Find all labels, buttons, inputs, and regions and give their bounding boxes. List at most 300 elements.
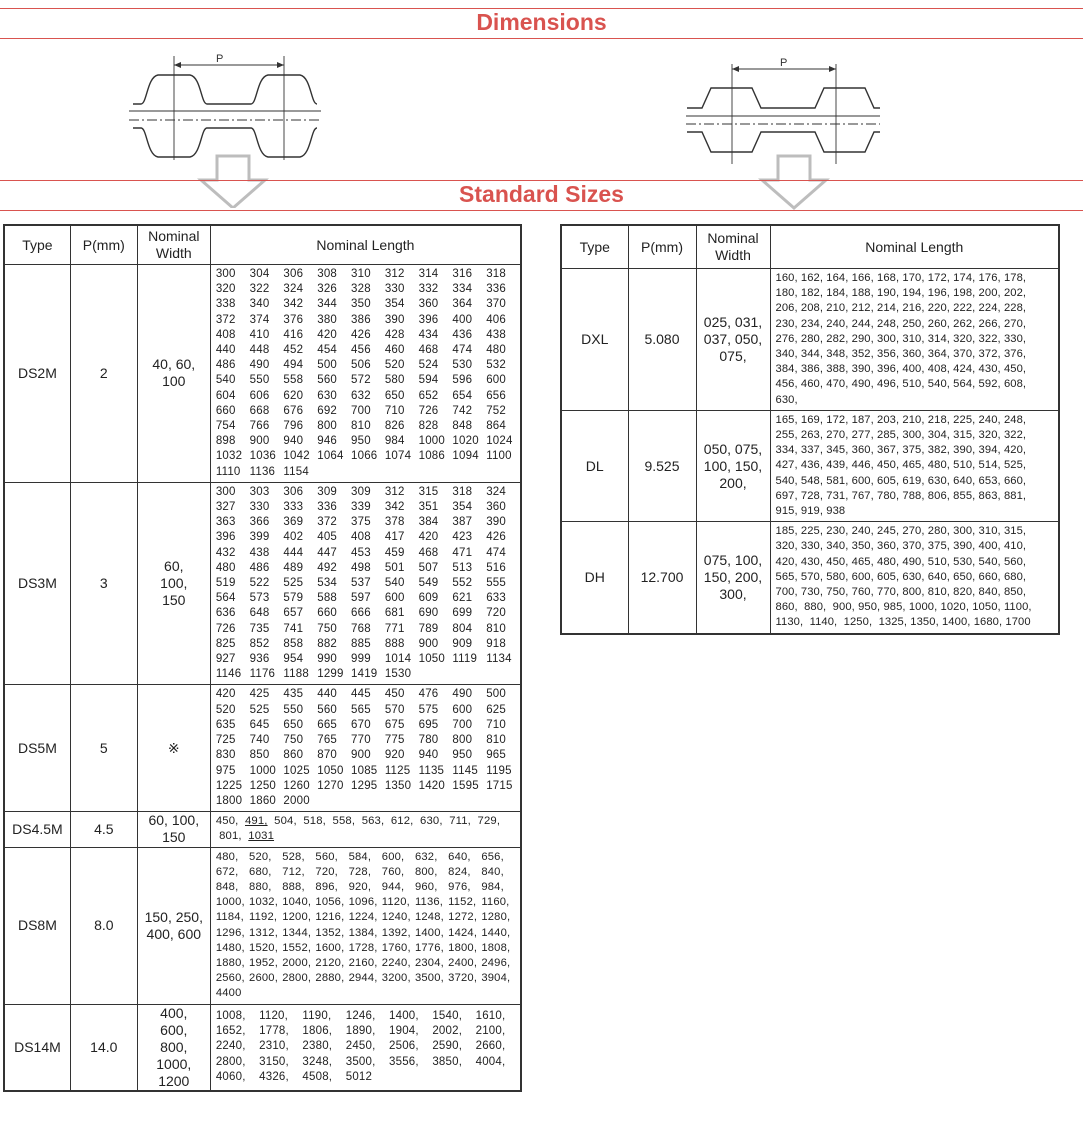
length-value: 426 bbox=[351, 328, 371, 341]
length-value: 1350 bbox=[384, 779, 412, 792]
length-value: 1074 bbox=[384, 450, 412, 463]
length-value: 524 bbox=[418, 359, 439, 372]
pitch-cell: 12.700 bbox=[628, 522, 696, 634]
length-value: 350 bbox=[351, 298, 371, 311]
length-value: 1050 bbox=[317, 764, 344, 777]
length-value: 336 bbox=[486, 283, 506, 296]
pitch-cell: 2 bbox=[70, 265, 137, 483]
length-value: 1312, bbox=[249, 926, 279, 939]
length-value: 789 bbox=[418, 622, 439, 635]
length-line: 565, 570, 580, 600, 605, 630, 640, 650, 660, 680, bbox=[775, 570, 1027, 583]
length-value: 1400, bbox=[414, 926, 444, 939]
length-value: 490 bbox=[452, 688, 473, 701]
length-value: 560, bbox=[315, 850, 338, 863]
nominal-width-header: Nominal Width bbox=[696, 225, 770, 269]
length-value: 700 bbox=[452, 718, 473, 731]
length-value: 2450, bbox=[345, 1040, 376, 1053]
length-line: 915, 919, 938 bbox=[775, 505, 846, 518]
length-value: 372 bbox=[317, 516, 338, 529]
length-value: 480 bbox=[486, 344, 506, 357]
length-value: 728, bbox=[348, 865, 372, 878]
length-value: 690 bbox=[418, 607, 439, 620]
length-value: 1190, bbox=[302, 1010, 332, 1023]
length-value: 801, bbox=[219, 830, 242, 843]
length-value: 2240, bbox=[381, 956, 411, 969]
length-grid bbox=[216, 485, 520, 683]
length-value: 328 bbox=[351, 283, 371, 296]
length-value: 750 bbox=[317, 622, 338, 635]
length-value: 2880, bbox=[315, 972, 345, 985]
length-value: 1136, bbox=[414, 896, 444, 909]
length-value: 675 bbox=[384, 718, 405, 731]
type-cell: DS5M bbox=[4, 685, 70, 812]
length-value: 1085 bbox=[351, 764, 378, 777]
length-value: 572 bbox=[351, 374, 371, 387]
width-value: 1200 bbox=[158, 1072, 190, 1089]
nominal-width-cell bbox=[137, 847, 210, 1004]
length-line: 180, 182, 184, 188, 190, 194, 196, 198, 200, 202, bbox=[775, 287, 1027, 300]
length-value: 480 bbox=[215, 561, 236, 574]
length-value: 726 bbox=[215, 622, 236, 635]
length-value: 2100, bbox=[475, 1025, 506, 1038]
length-value: 1800, bbox=[448, 941, 478, 954]
length-list bbox=[216, 814, 520, 844]
length-value: 436 bbox=[452, 328, 473, 341]
width-value: 200, bbox=[719, 474, 747, 491]
length-value: 630, bbox=[420, 815, 443, 828]
length-value: 621 bbox=[452, 592, 473, 605]
length-value: 742 bbox=[452, 404, 473, 417]
length-value: 489 bbox=[283, 561, 304, 574]
length-value: 606 bbox=[249, 389, 270, 402]
length-value: 384 bbox=[418, 516, 439, 529]
nominal-width-cell bbox=[137, 482, 210, 685]
length-value: 1135 bbox=[418, 764, 445, 777]
length-value: 440 bbox=[215, 344, 236, 357]
length-value: 652 bbox=[418, 389, 439, 402]
length-value: 668 bbox=[249, 404, 270, 417]
length-value: 612, bbox=[390, 815, 414, 828]
length-value: 597 bbox=[351, 592, 371, 605]
length-value: 1200, bbox=[282, 911, 312, 924]
length-value: 1420 bbox=[418, 779, 445, 792]
table-row bbox=[561, 269, 1059, 411]
length-value: 474 bbox=[452, 344, 473, 357]
length-value: 2380, bbox=[302, 1040, 333, 1053]
length-value: 1120, bbox=[381, 896, 410, 909]
length-value: 3720, bbox=[448, 972, 478, 985]
length-value: 474 bbox=[486, 546, 506, 559]
length-value: 858 bbox=[283, 637, 304, 650]
length-value: 965 bbox=[486, 749, 506, 762]
length-value: 2160, bbox=[348, 956, 378, 969]
length-value: 632 bbox=[351, 389, 371, 402]
width-value: 075, bbox=[719, 347, 747, 364]
length-value: 354 bbox=[384, 298, 405, 311]
length-value: 522 bbox=[249, 577, 270, 590]
length-value: 575 bbox=[418, 703, 439, 716]
length-value: 681 bbox=[384, 607, 405, 620]
length-line: 540, 548, 581, 600, 605, 619, 630, 640, 653, 660, bbox=[775, 474, 1027, 487]
length-value: 670 bbox=[351, 718, 371, 731]
length-value: 825 bbox=[215, 637, 236, 650]
length-value: 909 bbox=[452, 637, 473, 650]
width-value: 1000, bbox=[156, 1055, 192, 1072]
length-value: 570 bbox=[384, 703, 405, 716]
length-value: 490 bbox=[249, 359, 270, 372]
length-value: 632, bbox=[414, 850, 438, 863]
length-value: 564 bbox=[215, 592, 236, 605]
length-value: 405 bbox=[317, 531, 338, 544]
length-value: 766 bbox=[249, 420, 270, 433]
table-row bbox=[4, 482, 521, 685]
length-value: 2000 bbox=[283, 794, 310, 807]
dimensions-title: Dimensions bbox=[476, 9, 607, 35]
length-value: 378 bbox=[384, 516, 405, 529]
length-value: 850 bbox=[249, 749, 270, 762]
length-value: 549 bbox=[418, 577, 439, 590]
length-value: 520 bbox=[384, 359, 405, 372]
length-value: 333 bbox=[283, 501, 304, 514]
length-value: 306 bbox=[283, 268, 304, 280]
length-value: 954 bbox=[283, 653, 304, 666]
dimensions-divider bbox=[0, 38, 1083, 39]
pitch-cell: 9.525 bbox=[628, 410, 696, 521]
length-value: 1036 bbox=[249, 450, 277, 463]
length-value: 1400, bbox=[389, 1010, 419, 1023]
length-value: 950 bbox=[452, 749, 473, 762]
length-value: 506 bbox=[351, 359, 371, 372]
length-value: 695 bbox=[418, 718, 439, 731]
type-cell: DS14M bbox=[4, 1004, 70, 1091]
length-value: 830 bbox=[215, 749, 236, 762]
length-value: 1260 bbox=[283, 779, 310, 792]
length-value: 426 bbox=[486, 531, 506, 544]
width-value: 800, bbox=[160, 1038, 188, 1055]
length-value: 494 bbox=[283, 359, 304, 372]
length-value: 471 bbox=[452, 546, 473, 559]
length-line: 630, bbox=[775, 393, 798, 406]
length-value: 609 bbox=[418, 592, 439, 605]
length-value: 2310, bbox=[259, 1040, 289, 1053]
length-value: 338 bbox=[215, 298, 236, 311]
width-value: 037, 050, bbox=[703, 330, 763, 347]
length-value: 940 bbox=[283, 435, 304, 448]
length-value: 976, bbox=[448, 880, 471, 893]
length-value: 1195 bbox=[486, 764, 512, 777]
width-value: 100, 150, bbox=[703, 457, 763, 474]
length-value: 828 bbox=[418, 420, 439, 433]
length-value: 650 bbox=[384, 389, 405, 402]
length-value: 528, bbox=[282, 850, 305, 863]
length-value: 1125 bbox=[384, 764, 411, 777]
table-row bbox=[4, 1004, 521, 1091]
length-value: 336 bbox=[317, 501, 338, 514]
length-value: 860 bbox=[283, 749, 304, 762]
length-value: 984 bbox=[384, 435, 405, 448]
length-value: 1595 bbox=[452, 779, 479, 792]
length-value: 380 bbox=[317, 313, 338, 326]
pitch-cell: 5.080 bbox=[628, 269, 696, 411]
length-value: 771 bbox=[384, 622, 405, 635]
length-value: 645 bbox=[249, 718, 270, 731]
length-line: 206, 208, 210, 212, 214, 216, 220, 222, 224, 228, bbox=[775, 302, 1027, 315]
length-value: 309 bbox=[317, 485, 338, 498]
length-value: 2800, bbox=[215, 1055, 246, 1068]
length-value: 1890, bbox=[345, 1025, 376, 1038]
length-value: 1552, bbox=[282, 941, 312, 954]
length-value: 885 bbox=[351, 637, 371, 650]
length-value: 1014 bbox=[384, 653, 412, 666]
length-value: 672, bbox=[215, 865, 239, 878]
length-value: 386 bbox=[351, 313, 371, 326]
length-value: 303 bbox=[249, 485, 270, 498]
length-value: 888, bbox=[282, 880, 305, 893]
length-value: 1344, bbox=[282, 926, 312, 939]
length-value: 882 bbox=[317, 637, 338, 650]
length-value: 354 bbox=[452, 501, 473, 514]
nominal-length-cell bbox=[770, 522, 1059, 634]
length-value: 428 bbox=[384, 328, 405, 341]
length-value: 454 bbox=[317, 344, 338, 357]
length-value: 700 bbox=[351, 404, 371, 417]
length-value: 735 bbox=[249, 622, 270, 635]
type-cell: DS3M bbox=[4, 482, 70, 685]
length-value: 560 bbox=[317, 703, 338, 716]
length-value: 765 bbox=[317, 734, 338, 747]
length-value: 375 bbox=[351, 516, 371, 529]
length-value: 360 bbox=[486, 501, 506, 514]
length-value: 656, bbox=[481, 850, 504, 863]
type-cell: DXL bbox=[561, 269, 628, 411]
length-value: 898 bbox=[215, 435, 236, 448]
length-value: 3500, bbox=[345, 1055, 376, 1068]
length-value: 452 bbox=[283, 344, 304, 357]
length-value: 339 bbox=[351, 501, 371, 514]
length-value: 699 bbox=[452, 607, 473, 620]
length-value: 1610, bbox=[475, 1010, 506, 1023]
length-value: 563, bbox=[361, 815, 385, 828]
length-value: 1860 bbox=[249, 794, 277, 807]
length-value: 513 bbox=[452, 561, 473, 574]
length-line: 340, 344, 348, 352, 356, 360, 364, 370, 372, 376, bbox=[775, 348, 1027, 361]
length-value: 1008, bbox=[215, 1010, 246, 1023]
length-value: 4004, bbox=[475, 1055, 506, 1068]
length-value: 1424, bbox=[448, 926, 478, 939]
length-value: 710 bbox=[486, 718, 506, 731]
length-value: 1154 bbox=[283, 465, 309, 478]
length-value: 1808, bbox=[481, 941, 511, 954]
length-value: 491, bbox=[245, 815, 268, 828]
length-value: 444 bbox=[283, 546, 304, 559]
length-value: 1100 bbox=[486, 450, 512, 463]
length-value: 740 bbox=[249, 734, 270, 747]
table-row bbox=[561, 522, 1059, 634]
length-value: 1160, bbox=[481, 896, 510, 909]
length-value: 351 bbox=[418, 501, 439, 514]
length-value: 1188 bbox=[283, 668, 309, 681]
length-value: 486 bbox=[215, 359, 236, 372]
length-value: 530 bbox=[452, 359, 473, 372]
length-value: 390 bbox=[384, 313, 405, 326]
length-value: 399 bbox=[249, 531, 270, 544]
length-value: 408 bbox=[215, 328, 236, 341]
length-value: 314 bbox=[418, 268, 439, 280]
length-value: 2800, bbox=[282, 972, 312, 985]
length-value: 999 bbox=[351, 653, 371, 666]
length-value: 940 bbox=[418, 749, 439, 762]
length-value: 1270 bbox=[317, 779, 344, 792]
length-value: 2560, bbox=[215, 972, 245, 985]
length-value: 1540, bbox=[432, 1010, 463, 1023]
length-value: 3500, bbox=[414, 972, 444, 985]
length-value: 824, bbox=[448, 865, 471, 878]
length-value: 3850, bbox=[432, 1055, 463, 1068]
table-row bbox=[4, 265, 521, 483]
nominal-width-cell bbox=[696, 269, 770, 411]
length-value: 376 bbox=[283, 313, 304, 326]
length-value: 315 bbox=[418, 485, 439, 498]
length-value: 840, bbox=[481, 865, 504, 878]
length-value: 540 bbox=[215, 374, 236, 387]
length-value: 448 bbox=[249, 344, 270, 357]
length-value: 2600, bbox=[249, 972, 279, 985]
length-value: 1031 bbox=[248, 830, 275, 843]
length-value: 460 bbox=[384, 344, 405, 357]
width-value: 150, 250, bbox=[144, 908, 203, 925]
length-value: 2120, bbox=[315, 956, 345, 969]
length-value: 625 bbox=[486, 703, 506, 716]
length-value: 396 bbox=[215, 531, 236, 544]
length-value: 306 bbox=[283, 485, 304, 498]
length-value: 372 bbox=[215, 313, 236, 326]
length-value: 519 bbox=[215, 577, 236, 590]
nominal-length-cell bbox=[770, 410, 1059, 521]
length-line: 384, 386, 388, 390, 396, 400, 408, 424, 430, 450, bbox=[775, 363, 1027, 376]
length-value: 579 bbox=[283, 592, 304, 605]
length-value: 498 bbox=[351, 561, 371, 574]
length-line: 334, 337, 345, 360, 367, 375, 382, 390, 394, 420, bbox=[775, 444, 1027, 457]
nominal-width-cell bbox=[137, 685, 210, 812]
length-value: 975 bbox=[215, 764, 236, 777]
length-value: 660 bbox=[317, 607, 338, 620]
length-value: 1000, bbox=[215, 896, 245, 909]
length-value: 500 bbox=[486, 688, 506, 701]
nominal-length-cell bbox=[210, 265, 521, 483]
length-value: 504, bbox=[274, 815, 297, 828]
length-grid bbox=[216, 267, 520, 480]
length-value: 312 bbox=[384, 485, 405, 498]
length-value: 2240, bbox=[215, 1040, 246, 1053]
length-value: 1248, bbox=[414, 911, 444, 924]
length-value: 324 bbox=[283, 283, 304, 296]
length-value: 1024 bbox=[486, 435, 513, 448]
type-cell: DS2M bbox=[4, 265, 70, 483]
length-value: 800 bbox=[317, 420, 338, 433]
length-value: 327 bbox=[215, 501, 236, 514]
length-value: 726 bbox=[418, 404, 439, 417]
length-value: 396 bbox=[418, 313, 439, 326]
nominal-width-cell bbox=[137, 812, 210, 847]
length-value: 2304, bbox=[414, 956, 444, 969]
nominal-width-cell bbox=[137, 265, 210, 483]
length-value: 480, bbox=[215, 850, 239, 863]
length-value: 4508, bbox=[302, 1070, 333, 1083]
length-value: 780 bbox=[418, 734, 439, 747]
length-value: 2000, bbox=[282, 956, 312, 969]
nominal-length-cell bbox=[210, 812, 521, 847]
length-value: 804 bbox=[452, 622, 473, 635]
length-value: 712, bbox=[282, 865, 305, 878]
length-value: 1050 bbox=[418, 653, 445, 666]
width-value: 150 bbox=[162, 592, 186, 609]
length-line: 255, 263, 270, 277, 285, 300, 304, 315, 320, 322, bbox=[775, 429, 1027, 442]
pitch-header: P(mm) bbox=[70, 225, 137, 265]
length-value: 1715 bbox=[486, 779, 513, 792]
length-value: 1800 bbox=[215, 794, 243, 807]
length-line: 185, 225, 230, 240, 245, 270, 280, 300, 310, 315, bbox=[775, 525, 1027, 538]
length-value: 435 bbox=[283, 688, 304, 701]
nominal-length-cell bbox=[210, 482, 521, 685]
length-value: 1152, bbox=[448, 896, 477, 909]
width-value: 60, bbox=[164, 558, 184, 575]
length-grid bbox=[216, 850, 520, 1002]
length-value: 1025 bbox=[283, 764, 310, 777]
length-line: 427, 436, 439, 446, 450, 465, 480, 510, 514, 525, bbox=[775, 459, 1027, 472]
length-value: 946 bbox=[317, 435, 338, 448]
length-value: 370 bbox=[486, 298, 506, 311]
length-value: 534 bbox=[317, 577, 338, 590]
length-value: 920, bbox=[348, 880, 372, 893]
table-row bbox=[4, 812, 521, 847]
length-value: 1728, bbox=[348, 941, 378, 954]
nominal-width-cell bbox=[696, 522, 770, 634]
length-line: 420, 430, 450, 465, 480, 490, 510, 530, 540, 560, bbox=[775, 555, 1027, 568]
length-value: 580 bbox=[384, 374, 405, 387]
length-line: 165, 169, 172, 187, 203, 210, 218, 225, 240, 248, bbox=[775, 413, 1027, 426]
length-value: 1240, bbox=[381, 911, 411, 924]
length-value: 635 bbox=[215, 718, 236, 731]
length-value: 310 bbox=[351, 268, 371, 280]
length-value: 810 bbox=[351, 420, 371, 433]
length-value: 1110 bbox=[215, 465, 241, 478]
length-value: 848, bbox=[215, 880, 239, 893]
length-value: 520, bbox=[249, 850, 272, 863]
length-value: 1192, bbox=[249, 911, 278, 924]
length-value: 450, bbox=[215, 815, 239, 828]
pitch-cell: 5 bbox=[70, 685, 137, 812]
standard-sizes-title: Standard Sizes bbox=[459, 181, 624, 207]
length-value: 390 bbox=[486, 516, 506, 529]
length-value: 900 bbox=[249, 435, 270, 448]
length-value: 5012 bbox=[345, 1070, 373, 1083]
length-value: 2400, bbox=[448, 956, 478, 969]
length-line: 320, 330, 340, 350, 360, 370, 375, 390, 400, 410, bbox=[775, 540, 1027, 553]
length-value: 620 bbox=[283, 389, 304, 402]
dxl-sizes-table bbox=[560, 224, 1060, 635]
type-cell: DS4.5M bbox=[4, 812, 70, 847]
length-value: 560 bbox=[317, 374, 338, 387]
length-value: 316 bbox=[452, 268, 473, 280]
length-value: 796 bbox=[283, 420, 304, 433]
length-value: 900 bbox=[351, 749, 371, 762]
nominal-width-cell bbox=[137, 1004, 210, 1091]
length-value: 300 bbox=[215, 268, 236, 280]
length-value: 984, bbox=[481, 880, 504, 893]
pitch-cell: 4.5 bbox=[70, 812, 137, 847]
length-value: 596 bbox=[452, 374, 473, 387]
length-value: 532 bbox=[486, 359, 506, 372]
